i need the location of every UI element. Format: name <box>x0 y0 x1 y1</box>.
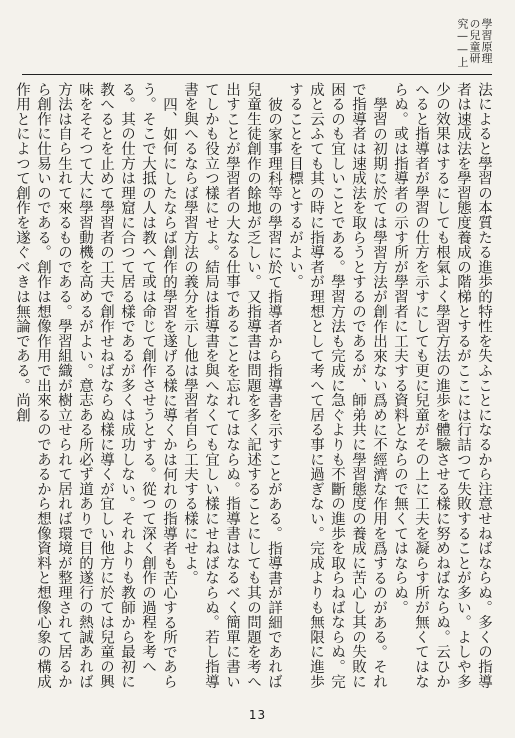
paragraph: 學習の初期に於ては學習方法が創作出來ない爲めに不經濟な作用を爲するのがある。それで指導者は速成法を取らうとするのであるが、師弟共に學習態度の養成に苦心し其の失敗に困るのも宜しいことである。學習方法も完成に急ぐよりも不斷の進歩を取らねばならぬ。完成と云ふても其の時に指導者が理想として考へて居る事に過ぎない。完成よりも無限に進歩することを目標とするがよい。 <box>287 82 387 689</box>
page-number: 13 <box>248 708 267 722</box>
header-title: 學習原理の兒童研究——上 <box>456 18 493 68</box>
paragraph: 四、如何にしたならば創作的學習を遂げる樣に導くかは何れの指導者も苦心する所であらう。そこで大抵の人は教へて或は命じて創作させうとする。從つて深く創作の過程を考へる。其の仕方は理窟に合つて居る樣であるが多くは成功しない。それよりも教師から最初に教へるとを止めて學習者の工夫で創作せねばならぬ樣に導くが宜しい他方に於ては兒童の興味をそそつて大に學習動機を高めるがよい。意志ある所必ず道ありで目的遂行の熱誠あれば方法は自ら生れて來るものである。學習組織が樹立せられて居れば環境が整理されて居るから創作に仕易いのである。創作は想像作用で出來るのであるから想像資料と想像心象の構成作用とによつて創作を遂ぐべきは無論である。尚創 <box>14 82 177 689</box>
running-header <box>22 18 492 75</box>
paragraph: 法によると學習の本質たる進歩的特性を失ふことになるから注意せねばならぬ。多くの指導者は速成法を學習態度養成の階梯とするがここには行詰つて失敗することが多い。よしや多少の效果はするにしても根氣よく學習方法の進歩を體驗させる樣に努めねばならぬ。云ひかへると指導者が學習の仕方を示すにしても更に兒童がその上に工夫を凝らす所が無くてはならぬ。或は指導者の示す所が學習者に工夫する資料とならので無くてはならぬ。 <box>392 82 492 689</box>
paragraph: 彼の家事理科等の學習に於て指導者から指導書を示すことがある。指導書が詳細であれば兒童生徒創作の餘地が乏しい。又指導書は問題を多く記述することにしても其の問題を考へ出すことが學習者の大なる仕事であることを忘れてはならぬ。指導書はなるべく簡單に書いてしかも役立つ樣にせよ。結局は指導書を與へなくても宜しい樣にせねばならぬ。若し指導書を與へるならば學習方法の義分を示し他は學習者自ら工夫する樣にせよ。 <box>182 82 282 689</box>
body-text <box>14 82 494 700</box>
